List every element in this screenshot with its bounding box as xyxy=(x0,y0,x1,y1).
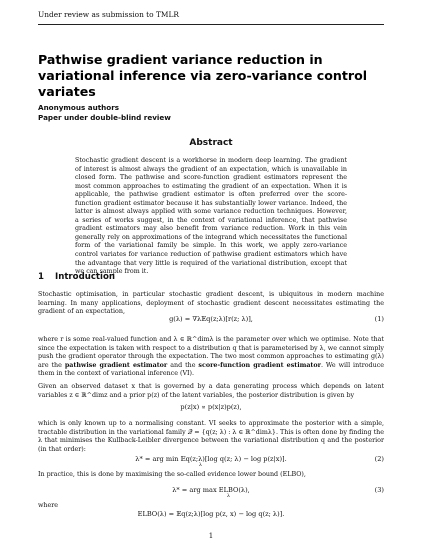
score-function-estimator-term: score-function gradient estimator xyxy=(198,361,321,369)
authors-block xyxy=(38,103,171,122)
posterior-equation xyxy=(38,403,384,413)
equation-1 xyxy=(38,315,384,325)
posterior-equation-body: p(z|x) ∝ p(x|z)p(z), xyxy=(180,403,242,411)
section-number: 1 xyxy=(38,272,44,282)
paragraph-2-end: . We will introduce them in the context of variational inference (VI). xyxy=(38,361,385,378)
intro-paragraph-4: which is only known up to a normalising constant. VI seeks to approximate the posterior with a simple, tractable distribution in the variational family 𝒬 = {q(z; λ) : λ ∈ ℝ^dimλ}. This is often done by finding the λ that minimises the Kullback-Leibler divergence between the variational distribution q and the posterior (in that order): xyxy=(38,420,384,453)
equation-4-body: ELBO(λ) = 𝔼q(z;λ)[log p(z, x) − log q(z; λ)]. xyxy=(137,510,285,518)
equation-2 xyxy=(38,455,384,468)
authors-line: Anonymous authors xyxy=(38,103,120,112)
equation-4 xyxy=(38,510,384,520)
abstract-heading: Abstract xyxy=(189,138,233,148)
intro-paragraph-2 xyxy=(38,336,384,379)
equation-2-subscript: λ xyxy=(199,463,202,468)
intro-paragraph-6: where xyxy=(38,502,59,509)
equation-2-body: λ* = arg min 𝔼q(z;λ)[log q(z; λ) − log p(z|x)]. xyxy=(135,455,287,463)
paragraph-2-start: where r is some real-valued function and λ ∈ ℝ^dimλ is the parameter over which we optimise. Note that since the expectation is taken with respect to a distribution q that is parameterised by λ, we cannot simply push the gradient operator through the expectation. The two most common approaches to estimating g(λ) are the xyxy=(38,336,384,369)
equation-3 xyxy=(38,486,384,499)
section-heading xyxy=(38,272,115,282)
intro-paragraph-5: In practice, this is done by maximising the so-called evidence lower bound (ELBO), xyxy=(38,471,306,478)
equation-1-number: (1) xyxy=(374,315,384,323)
intro-paragraph-3: Given an observed dataset x that is governed by a data generating process which depends on latent variables z ∈ ℝ^dimz and a prior p(z) of the latent variables, the posterior distribution is given by xyxy=(38,383,384,399)
page-number: 1 xyxy=(208,532,214,540)
equation-3-body: λ* = arg max ELBO(λ), xyxy=(172,486,250,494)
intro-paragraph-1: Stochastic optimisation, in particular stochastic gradient descent, is ubiquitous in modern machine learning. In many applications, deployment of stochastic gradient descent necessitates estimating the gradient of an expectation, xyxy=(38,291,384,316)
paper-title: Pathwise gradient variance reduction in variational inference via zero-variance control variates xyxy=(38,52,368,99)
equation-3-subscript: λ xyxy=(227,494,230,499)
abstract-text: Stochastic gradient descent is a workhorse in modern deep learning. The gradient of interest is almost always the gradient of an expectation, which is unavailable in closed form. The pathwise and score-function gradient estimators represent the most common approaches to estimating the gradient of an expectation. When it is applicable, the pathwise gradient estimator is often preferred over the score-function gradient estimator because it has substantially lower variance. Indeed, the latter is almost always applied with some variance reduction techniques. However, a series of works suggest, in the context of variational inference, that pathwise gradient estimators may also benefit from variance reduction. Work in this vein generally rely on approximations of the integrand which necessitates the functional form of the variational family be simple. In this work, we apply zero-variance control variates for variance reduction of pathwise gradient estimators which have the advantage that very little is required of the variational distribution, except that we can sample from it. xyxy=(75,157,347,276)
equation-3-number: (3) xyxy=(374,486,384,494)
equation-2-number: (2) xyxy=(374,455,384,463)
section-title: Introduction xyxy=(55,272,116,282)
paragraph-2-join: and the xyxy=(167,361,199,369)
running-header: Under review as submission to TMLR xyxy=(38,10,179,19)
header-rule xyxy=(38,24,384,25)
pathwise-estimator-term: pathwise gradient estimator xyxy=(64,361,168,369)
review-status-line: Paper under double-blind review xyxy=(38,112,171,122)
equation-1-body: g(λ) = ∇λ𝔼q(z;λ)[r(z; λ)], xyxy=(169,315,253,323)
